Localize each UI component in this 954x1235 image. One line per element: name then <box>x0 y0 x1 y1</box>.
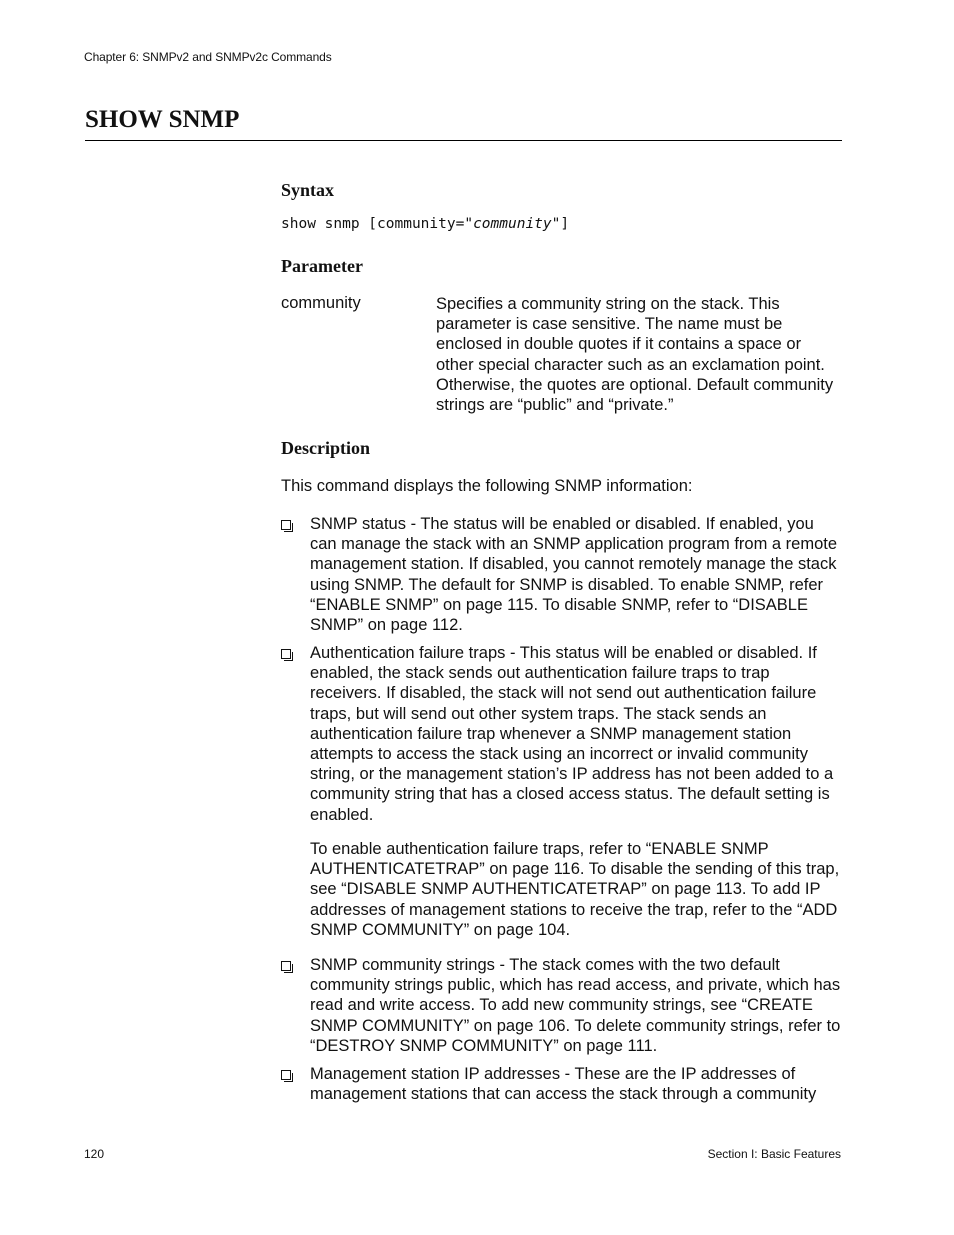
list-item-text: Management station IP addresses - These are the IP addresses of management stations that can access the stack through a community <box>310 1065 817 1104</box>
page-title: SHOW SNMP <box>85 106 240 133</box>
checkbox-bullet-icon <box>281 1070 291 1080</box>
checkbox-bullet-icon <box>281 520 291 530</box>
syntax-code-suffix: "] <box>551 216 570 232</box>
description-heading: Description <box>281 438 370 458</box>
list-item <box>281 955 841 1056</box>
page-number: 120 <box>84 1147 105 1161</box>
list-item-text: SNMP community strings - The stack comes with the two default community strings public, which has read access, and private, which has read and write access. To add new community strings, see “CREATE SNMP COMMUNITY” on page 106. To delete community strings, refer to “DESTROY SNMP COMMUNITY” on page 111. <box>310 956 841 1055</box>
list-item-text: SNMP status - The status will be enabled or disabled. If enabled, you can manage the stack with an SNMP application program from a remote management station. If disabled, you cannot remotely manage the stack using SNMP. The default for SNMP is disabled. To enable SNMP, refer “ENABLE SNMP” on page 115. To disable SNMP, refer to “DISABLE SNMP” on page 112. <box>310 515 838 635</box>
section-footer: Section I: Basic Features <box>707 1147 841 1161</box>
title-rule <box>85 140 842 141</box>
parameter-description: Specifies a community string on the stack. This parameter is case sensitive. The name must be enclosed in double quotes if it contains a space or other special character such as an exclamation point. Otherwise, the quotes are optional. Default community strings are “public” and “private.” <box>436 295 834 415</box>
checkbox-bullet-icon <box>281 649 291 659</box>
sub-paragraph: To enable authentication failure traps, refer to “ENABLE SNMP AUTHENTICATETRAP” on page 116. To disable the sending of this trap, see “DISABLE SNMP AUTHENTICATETRAP” on page 113. To add IP addresses of management stations to receive the trap, refer to the “ADD SNMP COMMUNITY” on page 104. <box>310 840 840 939</box>
list-item <box>281 1064 841 1104</box>
running-header: Chapter 6: SNMPv2 and SNMPv2c Commands <box>84 50 332 64</box>
list-item <box>281 643 841 825</box>
description-intro: This command displays the following SNMP information: <box>281 477 693 495</box>
list-item <box>281 514 841 635</box>
parameter-heading: Parameter <box>281 256 363 276</box>
syntax-code-prefix: show snmp [community=" <box>281 216 474 232</box>
syntax-code <box>281 216 569 232</box>
parameter-name: community <box>281 294 361 312</box>
checkbox-bullet-icon <box>281 961 291 971</box>
list-item-text: Authentication failure traps - This status will be enabled or disabled. If enabled, the stack sends out authentication failure traps to trap receivers. If disabled, the stack will not send out authentication failure traps, but will send out other system traps. The stack sends an authentication failure trap whenever a SNMP management station attempts to access the stack using an incorrect or invalid community string, or the management station’s IP address has not been added to a community string that has a closed access status. The default setting is enabled. <box>310 644 834 824</box>
syntax-code-variable: community <box>473 216 552 232</box>
syntax-heading: Syntax <box>281 180 335 200</box>
